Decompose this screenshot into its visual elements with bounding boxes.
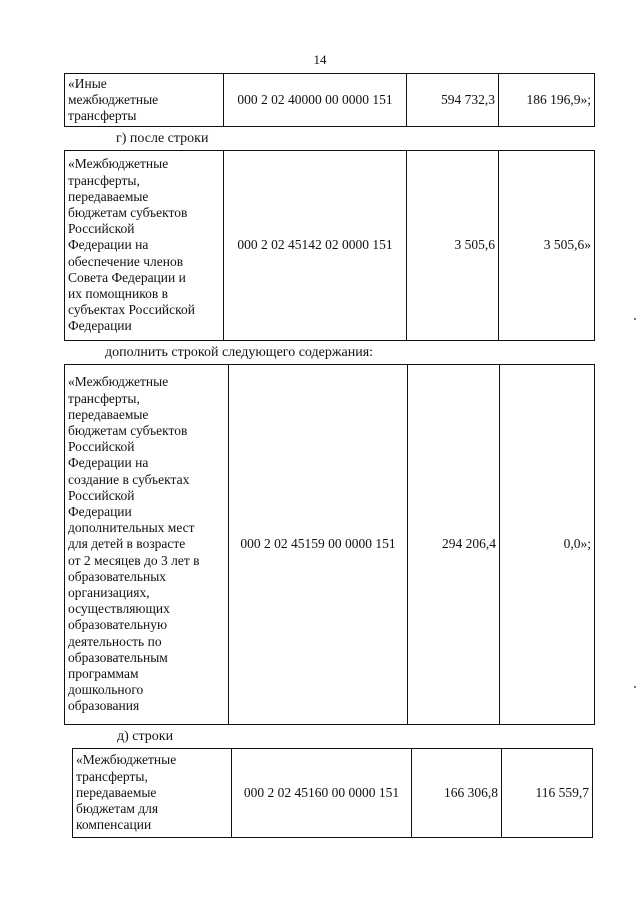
name-line: «Межбюджетные [76, 752, 177, 768]
name-line: осуществляющих [68, 601, 170, 617]
name-line: бюджетам для [76, 801, 159, 817]
name-line: программам [68, 666, 139, 682]
name-line: «Иные [68, 75, 107, 91]
name-line: Федерации [68, 503, 132, 519]
table-row [73, 749, 593, 838]
amount-cell-1: 3 505,6 [407, 151, 499, 341]
transfer-name-cell [73, 749, 232, 838]
amount-cell-1: 294 206,4 [408, 365, 500, 725]
name-line: субъектах Российской [68, 302, 195, 318]
amount-cell-2: 116 559,7 [502, 749, 593, 838]
name-line: Российской [68, 221, 135, 237]
budget-table-3 [64, 364, 595, 725]
name-line: трансферты, [68, 172, 140, 188]
name-line: Федерации на [68, 237, 149, 253]
name-line: компенсации [76, 817, 152, 833]
page-number: 14 [313, 52, 327, 67]
transfer-name-cell [65, 365, 229, 725]
instruction-add-row: дополнить строкой следующего содержания: [105, 345, 374, 360]
amount-cell-1: 594 732,3 [407, 74, 499, 127]
amount-cell-1: 166 306,8 [412, 749, 502, 838]
name-line: передаваемые [68, 406, 149, 422]
name-line: организациях, [68, 585, 150, 600]
name-line: образовательным [68, 649, 168, 665]
budget-table-1 [64, 73, 595, 127]
name-line: «Межбюджетные [68, 156, 169, 172]
name-line: образовательную [68, 617, 168, 633]
scan-speck [634, 686, 636, 688]
name-line: бюджетам субъектов [68, 204, 188, 220]
instruction-d: д) строки [117, 729, 174, 744]
amount-cell-2: 186 196,9»; [499, 74, 595, 127]
amount-cell-2: 3 505,6» [499, 151, 595, 341]
scan-speck [634, 318, 636, 320]
name-line: Российской [68, 487, 135, 503]
name-line: от 2 месяцев до 3 лет в [68, 552, 200, 568]
transfer-name-cell [65, 74, 224, 127]
name-line: образовательных [68, 568, 167, 584]
budget-code-cell: 000 2 02 45159 00 0000 151 [229, 365, 408, 725]
table-row [65, 74, 595, 127]
name-line: передаваемые [76, 784, 157, 800]
name-line: трансферты [68, 108, 137, 124]
name-line: межбюджетные [68, 91, 159, 107]
amount-cell-2: 0,0»; [500, 365, 595, 725]
name-line: Федерации на [68, 455, 149, 471]
name-line: передаваемые [68, 188, 149, 204]
budget-table-4 [72, 748, 593, 838]
name-line: дополнительных мест [68, 520, 195, 536]
name-line: Совета Федерации и [68, 269, 186, 285]
name-line: трансферты, [76, 768, 148, 784]
name-line: трансферты, [68, 390, 140, 406]
name-line: Российской [68, 439, 135, 455]
name-line: «Межбюджетные [68, 374, 169, 390]
name-line: для детей в возрасте [68, 536, 186, 552]
name-line: обеспечение членов [68, 253, 184, 269]
instruction-g: г) после строки [116, 131, 209, 146]
name-line: образования [68, 698, 140, 714]
budget-code-cell: 000 2 02 40000 00 0000 151 [224, 74, 407, 127]
table-row [65, 151, 595, 341]
table-row [65, 365, 595, 725]
name-line: деятельность по [68, 633, 162, 649]
name-line: создание в субъектах [68, 471, 190, 487]
budget-code-cell: 000 2 02 45142 02 0000 151 [224, 151, 407, 341]
name-line: Федерации [68, 318, 132, 334]
transfer-name-cell [65, 151, 224, 341]
name-line: бюджетам субъектов [68, 422, 188, 438]
name-line: дошкольного [68, 682, 144, 698]
budget-code-cell: 000 2 02 45160 00 0000 151 [232, 749, 412, 838]
budget-table-2 [64, 150, 595, 341]
name-line: их помощников в [68, 286, 168, 301]
